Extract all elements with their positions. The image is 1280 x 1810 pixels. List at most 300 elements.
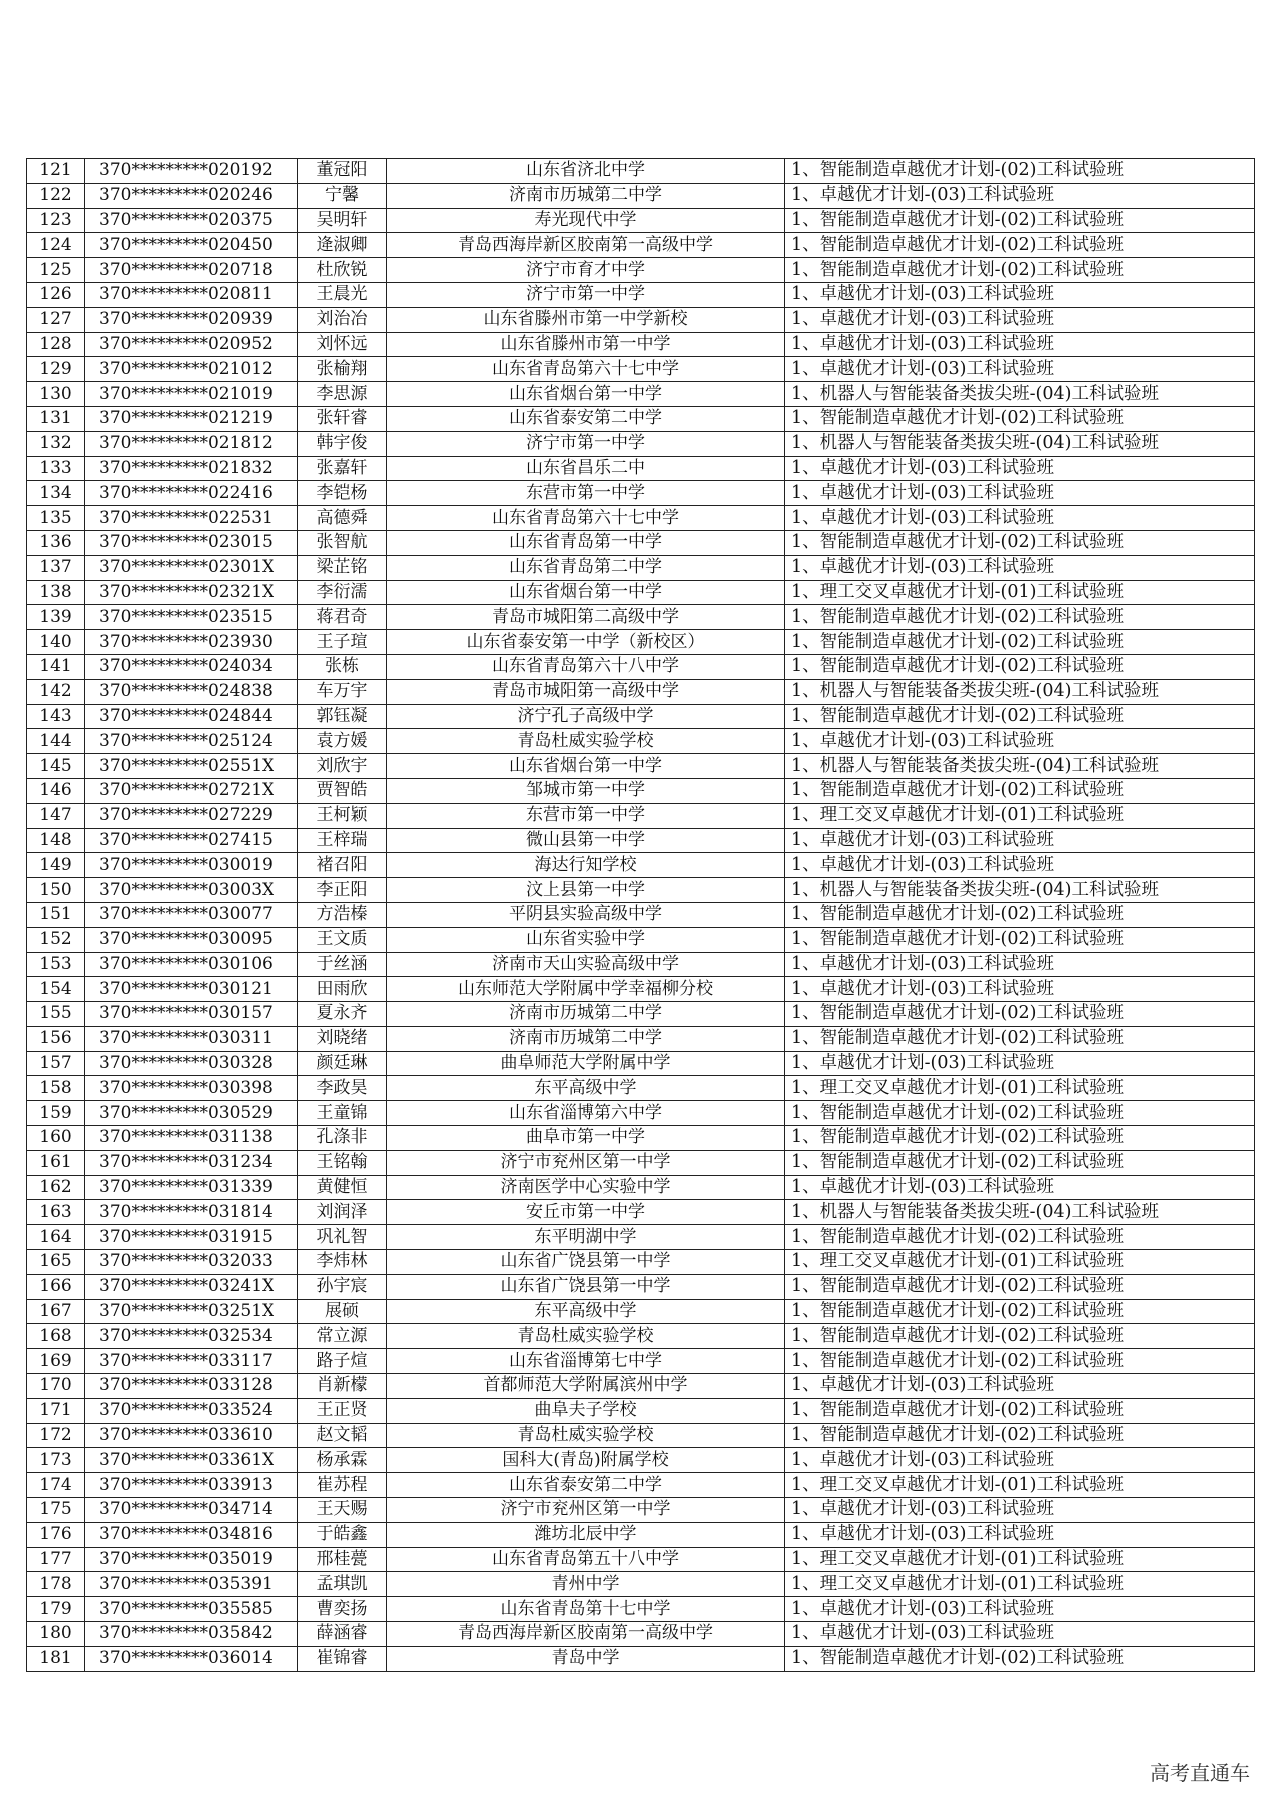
program-name: 1、理工交叉卓越优才计划-(01)工科试验班	[785, 1076, 1255, 1101]
program-name: 1、智能制造卓越优才计划-(02)工科试验班	[785, 1299, 1255, 1324]
program-name: 1、卓越优才计划-(03)工科试验班	[785, 1498, 1255, 1523]
program-name: 1、卓越优才计划-(03)工科试验班	[785, 729, 1255, 754]
program-name: 1、机器人与智能装备类拔尖班-(04)工科试验班	[785, 431, 1255, 456]
student-name: 颜廷琳	[298, 1051, 387, 1076]
table-row	[27, 902, 1255, 927]
table-row	[27, 977, 1255, 1002]
candidate-id: 370*********020246	[85, 183, 298, 208]
row-number: 135	[27, 506, 85, 531]
table-row	[27, 431, 1255, 456]
candidate-id: 370*********030398	[85, 1076, 298, 1101]
student-name: 孙宇宸	[298, 1274, 387, 1299]
student-name: 李炜林	[298, 1250, 387, 1275]
row-number: 132	[27, 431, 85, 456]
row-number: 155	[27, 1002, 85, 1027]
program-name: 1、卓越优才计划-(03)工科试验班	[785, 1374, 1255, 1399]
row-number: 134	[27, 481, 85, 506]
program-name: 1、卓越优才计划-(03)工科试验班	[785, 828, 1255, 853]
school-name: 山东省青岛第六十七中学	[387, 506, 785, 531]
row-number: 157	[27, 1051, 85, 1076]
student-name: 刘治冶	[298, 307, 387, 332]
student-name: 王铭翰	[298, 1150, 387, 1175]
table-row	[27, 1225, 1255, 1250]
student-name: 杜欣锐	[298, 258, 387, 283]
program-name: 1、卓越优才计划-(03)工科试验班	[785, 555, 1255, 580]
row-number: 152	[27, 927, 85, 952]
program-name: 1、卓越优才计划-(03)工科试验班	[785, 1622, 1255, 1647]
student-name: 李衍濡	[298, 580, 387, 605]
school-name: 山东省泰安第二中学	[387, 1473, 785, 1498]
row-number: 151	[27, 902, 85, 927]
candidate-id: 370*********021219	[85, 406, 298, 431]
table-row	[27, 233, 1255, 258]
program-name: 1、卓越优才计划-(03)工科试验班	[785, 1522, 1255, 1547]
student-name: 孔涤非	[298, 1126, 387, 1151]
student-name: 高德舜	[298, 506, 387, 531]
program-name: 1、智能制造卓越优才计划-(02)工科试验班	[785, 704, 1255, 729]
candidate-id: 370*********023930	[85, 630, 298, 655]
candidate-id: 370*********020939	[85, 307, 298, 332]
school-name: 邹城市第一中学	[387, 778, 785, 803]
student-name: 郭钰凝	[298, 704, 387, 729]
candidate-id: 370*********033128	[85, 1374, 298, 1399]
school-name: 东平高级中学	[387, 1299, 785, 1324]
program-name: 1、智能制造卓越优才计划-(02)工科试验班	[785, 902, 1255, 927]
table-row	[27, 630, 1255, 655]
row-number: 163	[27, 1200, 85, 1225]
candidate-id: 370*********024838	[85, 679, 298, 704]
candidate-id: 370*********035391	[85, 1572, 298, 1597]
admission-list-table	[26, 158, 1255, 1672]
table-row	[27, 580, 1255, 605]
school-name: 潍坊北辰中学	[387, 1522, 785, 1547]
row-number: 160	[27, 1126, 85, 1151]
row-number: 127	[27, 307, 85, 332]
program-name: 1、智能制造卓越优才计划-(02)工科试验班	[785, 1274, 1255, 1299]
candidate-id: 370*********034714	[85, 1498, 298, 1523]
school-name: 山东师范大学附属中学幸福柳分校	[387, 977, 785, 1002]
student-name: 宁馨	[298, 183, 387, 208]
table-row	[27, 183, 1255, 208]
table-row	[27, 1101, 1255, 1126]
candidate-id: 370*********036014	[85, 1646, 298, 1671]
school-name: 平阴县实验高级中学	[387, 902, 785, 927]
row-number: 133	[27, 456, 85, 481]
row-number: 146	[27, 778, 85, 803]
row-number: 145	[27, 754, 85, 779]
school-name: 东营市第一中学	[387, 481, 785, 506]
program-name: 1、卓越优才计划-(03)工科试验班	[785, 357, 1255, 382]
school-name: 山东省青岛第二中学	[387, 555, 785, 580]
candidate-id: 370*********035585	[85, 1597, 298, 1622]
school-name: 济南医学中心实验中学	[387, 1175, 785, 1200]
row-number: 149	[27, 853, 85, 878]
program-name: 1、智能制造卓越优才计划-(02)工科试验班	[785, 258, 1255, 283]
row-number: 170	[27, 1374, 85, 1399]
candidate-id: 370*********030328	[85, 1051, 298, 1076]
school-name: 济宁市兖州区第一中学	[387, 1150, 785, 1175]
school-name: 山东省烟台第一中学	[387, 382, 785, 407]
school-name: 寿光现代中学	[387, 208, 785, 233]
program-name: 1、智能制造卓越优才计划-(02)工科试验班	[785, 208, 1255, 233]
table-row	[27, 704, 1255, 729]
table-row	[27, 1374, 1255, 1399]
candidate-id: 370*********020192	[85, 159, 298, 184]
row-number: 172	[27, 1423, 85, 1448]
table-row	[27, 654, 1255, 679]
student-name: 路子煊	[298, 1349, 387, 1374]
student-name: 于丝涵	[298, 952, 387, 977]
row-number: 136	[27, 530, 85, 555]
row-number: 165	[27, 1250, 85, 1275]
table-row	[27, 1646, 1255, 1671]
candidate-id: 370*********032033	[85, 1250, 298, 1275]
program-name: 1、智能制造卓越优才计划-(02)工科试验班	[785, 1126, 1255, 1151]
student-name: 杨承霖	[298, 1448, 387, 1473]
table-row	[27, 382, 1255, 407]
table-row	[27, 1150, 1255, 1175]
student-name: 孟琪凯	[298, 1572, 387, 1597]
row-number: 140	[27, 630, 85, 655]
student-name: 展硕	[298, 1299, 387, 1324]
student-name: 董冠阳	[298, 159, 387, 184]
candidate-id: 370*********021812	[85, 431, 298, 456]
table-row	[27, 357, 1255, 382]
row-number: 173	[27, 1448, 85, 1473]
student-name: 褚召阳	[298, 853, 387, 878]
school-name: 东营市第一中学	[387, 803, 785, 828]
student-name: 张栋	[298, 654, 387, 679]
candidate-id: 370*********031814	[85, 1200, 298, 1225]
school-name: 微山县第一中学	[387, 828, 785, 853]
program-name: 1、卓越优才计划-(03)工科试验班	[785, 332, 1255, 357]
school-name: 山东省广饶县第一中学	[387, 1250, 785, 1275]
row-number: 161	[27, 1150, 85, 1175]
school-name: 山东省青岛第五十八中学	[387, 1547, 785, 1572]
program-name: 1、智能制造卓越优才计划-(02)工科试验班	[785, 159, 1255, 184]
candidate-id: 370*********024844	[85, 704, 298, 729]
candidate-id: 370*********033524	[85, 1398, 298, 1423]
school-name: 山东省烟台第一中学	[387, 754, 785, 779]
program-name: 1、智能制造卓越优才计划-(02)工科试验班	[785, 630, 1255, 655]
candidate-id: 370*********03241X	[85, 1274, 298, 1299]
school-name: 山东省青岛第六十七中学	[387, 357, 785, 382]
student-name: 常立源	[298, 1324, 387, 1349]
student-name: 车万宇	[298, 679, 387, 704]
candidate-id: 370*********030121	[85, 977, 298, 1002]
program-name: 1、智能制造卓越优才计划-(02)工科试验班	[785, 1002, 1255, 1027]
table-row	[27, 332, 1255, 357]
table-row	[27, 1547, 1255, 1572]
program-name: 1、机器人与智能装备类拔尖班-(04)工科试验班	[785, 754, 1255, 779]
program-name: 1、智能制造卓越优才计划-(02)工科试验班	[785, 406, 1255, 431]
program-name: 1、智能制造卓越优才计划-(02)工科试验班	[785, 1646, 1255, 1671]
student-name: 王童锦	[298, 1101, 387, 1126]
row-number: 128	[27, 332, 85, 357]
row-number: 164	[27, 1225, 85, 1250]
school-name: 青岛杜威实验学校	[387, 1324, 785, 1349]
table-row	[27, 1324, 1255, 1349]
row-number: 144	[27, 729, 85, 754]
candidate-id: 370*********030106	[85, 952, 298, 977]
candidate-id: 370*********023515	[85, 605, 298, 630]
table-row	[27, 555, 1255, 580]
program-name: 1、智能制造卓越优才计划-(02)工科试验班	[785, 778, 1255, 803]
table-row	[27, 481, 1255, 506]
program-name: 1、智能制造卓越优才计划-(02)工科试验班	[785, 1423, 1255, 1448]
student-name: 刘怀远	[298, 332, 387, 357]
student-name: 李铠杨	[298, 481, 387, 506]
school-name: 山东省滕州市第一中学新校	[387, 307, 785, 332]
row-number: 178	[27, 1572, 85, 1597]
row-number: 169	[27, 1349, 85, 1374]
school-name: 济宁孔子高级中学	[387, 704, 785, 729]
student-name: 刘晓绪	[298, 1026, 387, 1051]
school-name: 济南市历城第二中学	[387, 183, 785, 208]
row-number: 180	[27, 1622, 85, 1647]
candidate-id: 370*********030019	[85, 853, 298, 878]
table-row	[27, 1002, 1255, 1027]
row-number: 124	[27, 233, 85, 258]
school-name: 山东省广饶县第一中学	[387, 1274, 785, 1299]
program-name: 1、卓越优才计划-(03)工科试验班	[785, 853, 1255, 878]
student-name: 王子瑄	[298, 630, 387, 655]
candidate-id: 370*********020952	[85, 332, 298, 357]
row-number: 129	[27, 357, 85, 382]
table-row	[27, 1349, 1255, 1374]
student-name: 李政昊	[298, 1076, 387, 1101]
program-name: 1、理工交叉卓越优才计划-(01)工科试验班	[785, 1572, 1255, 1597]
candidate-id: 370*********031234	[85, 1150, 298, 1175]
program-name: 1、卓越优才计划-(03)工科试验班	[785, 183, 1255, 208]
table-row	[27, 1597, 1255, 1622]
table-row	[27, 1126, 1255, 1151]
school-name: 东平高级中学	[387, 1076, 785, 1101]
row-number: 175	[27, 1498, 85, 1523]
program-name: 1、智能制造卓越优才计划-(02)工科试验班	[785, 605, 1255, 630]
table-row	[27, 952, 1255, 977]
table-row	[27, 1026, 1255, 1051]
school-name: 青岛中学	[387, 1646, 785, 1671]
program-name: 1、智能制造卓越优才计划-(02)工科试验班	[785, 530, 1255, 555]
candidate-id: 370*********031138	[85, 1126, 298, 1151]
student-name: 张轩睿	[298, 406, 387, 431]
table-row	[27, 1522, 1255, 1547]
table-row	[27, 679, 1255, 704]
table-row	[27, 754, 1255, 779]
student-name: 贾智皓	[298, 778, 387, 803]
row-number: 168	[27, 1324, 85, 1349]
school-name: 山东省滕州市第一中学	[387, 332, 785, 357]
candidate-id: 370*********025124	[85, 729, 298, 754]
school-name: 青岛西海岸新区胶南第一高级中学	[387, 1622, 785, 1647]
program-name: 1、机器人与智能装备类拔尖班-(04)工科试验班	[785, 878, 1255, 903]
row-number: 150	[27, 878, 85, 903]
school-name: 山东省泰安第二中学	[387, 406, 785, 431]
table-row	[27, 853, 1255, 878]
candidate-id: 370*********022531	[85, 506, 298, 531]
candidate-id: 370*********027229	[85, 803, 298, 828]
program-name: 1、智能制造卓越优才计划-(02)工科试验班	[785, 233, 1255, 258]
program-name: 1、理工交叉卓越优才计划-(01)工科试验班	[785, 1547, 1255, 1572]
program-name: 1、智能制造卓越优才计划-(02)工科试验班	[785, 927, 1255, 952]
candidate-id: 370*********020375	[85, 208, 298, 233]
school-name: 山东省淄博第七中学	[387, 1349, 785, 1374]
program-name: 1、卓越优才计划-(03)工科试验班	[785, 1597, 1255, 1622]
school-name: 山东省济北中学	[387, 159, 785, 184]
student-name: 赵文韬	[298, 1423, 387, 1448]
table-row	[27, 1200, 1255, 1225]
school-name: 汶上县第一中学	[387, 878, 785, 903]
candidate-id: 370*********03003X	[85, 878, 298, 903]
candidate-id: 370*********023015	[85, 530, 298, 555]
row-number: 130	[27, 382, 85, 407]
candidate-id: 370*********03361X	[85, 1448, 298, 1473]
candidate-id: 370*********021012	[85, 357, 298, 382]
program-name: 1、卓越优才计划-(03)工科试验班	[785, 506, 1255, 531]
candidate-id: 370*********033610	[85, 1423, 298, 1448]
student-name: 夏永齐	[298, 1002, 387, 1027]
row-number: 138	[27, 580, 85, 605]
candidate-id: 370*********027415	[85, 828, 298, 853]
student-name: 薛涵睿	[298, 1622, 387, 1647]
row-number: 171	[27, 1398, 85, 1423]
row-number: 154	[27, 977, 85, 1002]
row-number: 121	[27, 159, 85, 184]
student-name: 崔苏程	[298, 1473, 387, 1498]
school-name: 青岛市城阳第一高级中学	[387, 679, 785, 704]
table-body	[27, 159, 1255, 1672]
table-row	[27, 307, 1255, 332]
candidate-id: 370*********02551X	[85, 754, 298, 779]
program-name: 1、卓越优才计划-(03)工科试验班	[785, 1448, 1255, 1473]
student-name: 王天赐	[298, 1498, 387, 1523]
candidate-id: 370*********030529	[85, 1101, 298, 1126]
candidate-id: 370*********02321X	[85, 580, 298, 605]
student-name: 巩礼智	[298, 1225, 387, 1250]
school-name: 青岛市城阳第二高级中学	[387, 605, 785, 630]
program-name: 1、智能制造卓越优才计划-(02)工科试验班	[785, 1150, 1255, 1175]
school-name: 青岛杜威实验学校	[387, 1423, 785, 1448]
student-name: 田雨欣	[298, 977, 387, 1002]
row-number: 122	[27, 183, 85, 208]
school-name: 山东省青岛第十七中学	[387, 1597, 785, 1622]
school-name: 山东省昌乐二中	[387, 456, 785, 481]
candidate-id: 370*********022416	[85, 481, 298, 506]
student-name: 张榆翔	[298, 357, 387, 382]
program-name: 1、智能制造卓越优才计划-(02)工科试验班	[785, 1026, 1255, 1051]
student-name: 王文质	[298, 927, 387, 952]
candidate-id: 370*********02721X	[85, 778, 298, 803]
row-number: 166	[27, 1274, 85, 1299]
table-row	[27, 1448, 1255, 1473]
student-name: 刘欣宇	[298, 754, 387, 779]
school-name: 国科大(青岛)附属学校	[387, 1448, 785, 1473]
table-row	[27, 1398, 1255, 1423]
table-row	[27, 1572, 1255, 1597]
school-name: 安丘市第一中学	[387, 1200, 785, 1225]
program-name: 1、理工交叉卓越优才计划-(01)工科试验班	[785, 1250, 1255, 1275]
program-name: 1、智能制造卓越优才计划-(02)工科试验班	[785, 1398, 1255, 1423]
table-row	[27, 456, 1255, 481]
student-name: 王晨光	[298, 282, 387, 307]
program-name: 1、智能制造卓越优才计划-(02)工科试验班	[785, 654, 1255, 679]
school-name: 山东省实验中学	[387, 927, 785, 952]
student-name: 韩宇俊	[298, 431, 387, 456]
candidate-id: 370*********035842	[85, 1622, 298, 1647]
table-row	[27, 530, 1255, 555]
student-name: 刘润泽	[298, 1200, 387, 1225]
student-name: 李正阳	[298, 878, 387, 903]
school-name: 青岛西海岸新区胶南第一高级中学	[387, 233, 785, 258]
table-row	[27, 506, 1255, 531]
table-row	[27, 1076, 1255, 1101]
row-number: 167	[27, 1299, 85, 1324]
row-number: 141	[27, 654, 85, 679]
row-number: 176	[27, 1522, 85, 1547]
row-number: 137	[27, 555, 85, 580]
program-name: 1、卓越优才计划-(03)工科试验班	[785, 977, 1255, 1002]
candidate-id: 370*********031915	[85, 1225, 298, 1250]
student-name: 黄健恒	[298, 1175, 387, 1200]
candidate-id: 370*********020718	[85, 258, 298, 283]
student-name: 方浩榛	[298, 902, 387, 927]
candidate-id: 370*********021019	[85, 382, 298, 407]
student-name: 王梓瑞	[298, 828, 387, 853]
row-number: 153	[27, 952, 85, 977]
school-name: 山东省烟台第一中学	[387, 580, 785, 605]
row-number: 147	[27, 803, 85, 828]
program-name: 1、智能制造卓越优才计划-(02)工科试验班	[785, 1349, 1255, 1374]
table-row	[27, 1299, 1255, 1324]
table-row	[27, 605, 1255, 630]
program-name: 1、理工交叉卓越优才计划-(01)工科试验班	[785, 803, 1255, 828]
row-number: 181	[27, 1646, 85, 1671]
watermark-text: 高考直通车	[1150, 1761, 1250, 1785]
row-number: 179	[27, 1597, 85, 1622]
table-row	[27, 878, 1255, 903]
table-row	[27, 406, 1255, 431]
student-name: 王正贤	[298, 1398, 387, 1423]
student-name: 崔锦睿	[298, 1646, 387, 1671]
candidate-id: 370*********030157	[85, 1002, 298, 1027]
candidate-id: 370*********020450	[85, 233, 298, 258]
student-name: 邢桂甍	[298, 1547, 387, 1572]
table-row	[27, 1473, 1255, 1498]
program-name: 1、卓越优才计划-(03)工科试验班	[785, 481, 1255, 506]
school-name: 山东省泰安第一中学（新校区）	[387, 630, 785, 655]
table-row	[27, 159, 1255, 184]
table-row	[27, 208, 1255, 233]
student-name: 逄淑卿	[298, 233, 387, 258]
student-name: 蒋君奇	[298, 605, 387, 630]
table-row	[27, 1250, 1255, 1275]
student-name: 袁方媛	[298, 729, 387, 754]
school-name: 海达行知学校	[387, 853, 785, 878]
candidate-id: 370*********03251X	[85, 1299, 298, 1324]
table-row	[27, 1274, 1255, 1299]
program-name: 1、卓越优才计划-(03)工科试验班	[785, 307, 1255, 332]
school-name: 曲阜夫子学校	[387, 1398, 785, 1423]
school-name: 济宁市兖州区第一中学	[387, 1498, 785, 1523]
program-name: 1、理工交叉卓越优才计划-(01)工科试验班	[785, 580, 1255, 605]
candidate-id: 370*********020811	[85, 282, 298, 307]
candidate-id: 370*********031339	[85, 1175, 298, 1200]
program-name: 1、卓越优才计划-(03)工科试验班	[785, 1175, 1255, 1200]
row-number: 177	[27, 1547, 85, 1572]
student-name: 王柯颖	[298, 803, 387, 828]
row-number: 148	[27, 828, 85, 853]
